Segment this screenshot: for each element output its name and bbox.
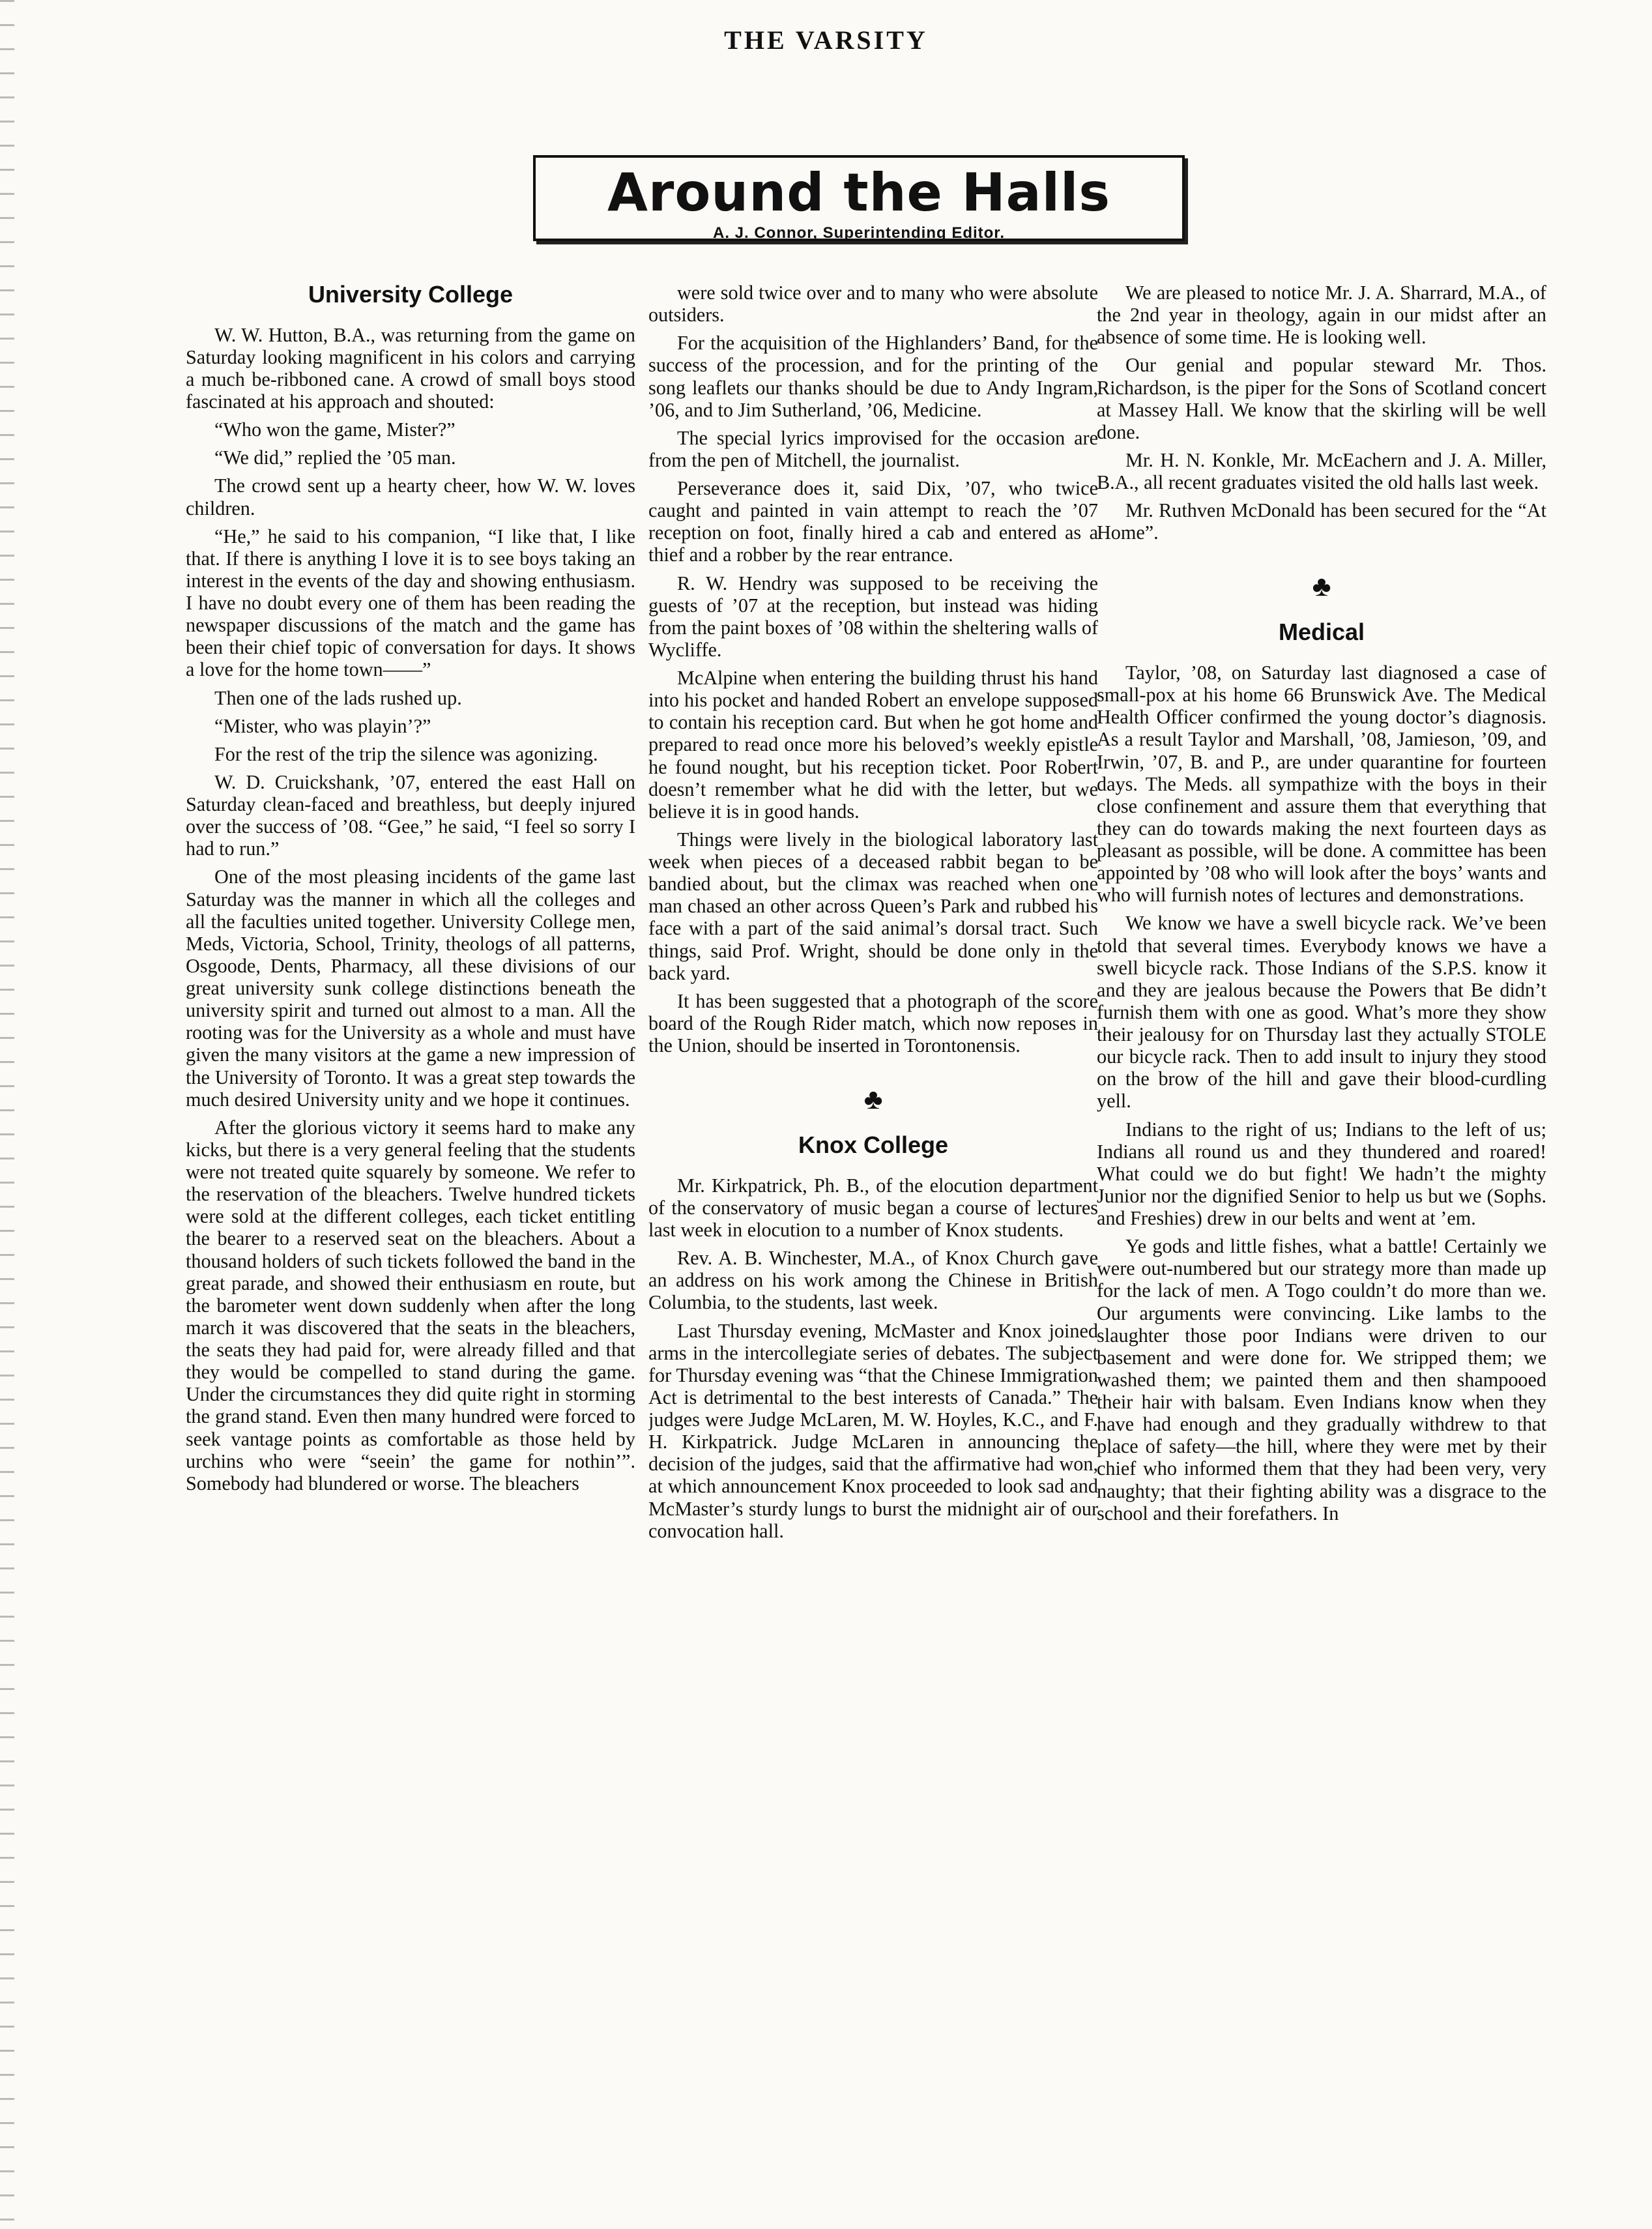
heading-medical: Medical [1278,619,1365,646]
paragraph: Taylor, ’08, on Saturday last diagnosed a case of small-pox at his home 66 Brunswick Ave. The Medical Health Officer confirmed the young doctor’s diagnosis. As a result Taylor and Marshall, ’08, Jamieson, ’09, and Irwin, ’07, B. and P., are under quarantine for fourteen days. The Meds. all sympathize with the boys in their close confinement and assure them that everything that they can do towards making the next fourteen days as pleasant as possible, will be done. A committee has been appointed by ’08 who will look after the boys’ wants and who will furnish notes of lectures and demonstrations. [1097,662,1546,907]
paragraph: Our genial and popular steward Mr. Thos. Richardson, is the piper for the Sons of Scotland concert at Massey Hall. We know that the skirling will be well done. [1097,354,1546,443]
club-ornament-icon: ♣ [1312,570,1331,603]
heading-university-college: University College [308,282,514,308]
paragraph: were sold twice over and to many who were absolute outsiders. [648,282,1098,327]
page-edge-shadow [0,0,14,2229]
paragraph: The crowd sent up a hearty cheer, how W. W. loves children. [186,474,635,519]
paragraph: Then one of the lads rushed up. [214,686,462,709]
paragraph: Mr. H. N. Konkle, Mr. McEachern and J. A. Miller, B.A., all recent graduates visited the old halls last week. [1097,448,1546,493]
paragraph: “We did,” replied the ’05 man. [214,446,456,469]
col3-body-top [1097,282,1546,544]
paragraph: We know we have a swell bicycle rack. We’ve been told that several times. Everybody knows we have a swell bicycle rack. Those Indians of the S.P.S. know it and they are jealous because the Powers that Be didn’t furnish them with one as good. What’s more they show their jealousy for on Thursday last they actually STOLE our bicycle rack. Then to add insult to injury they stood on the brow of the hill and gave their blood-curdling yell. [1097,912,1546,1113]
paragraph: Things were lively in the biological laboratory last week when pieces of a deceased rabbit began to be bandied about, but the climax was reached when one man chased an other across Queen’s Park and rubbed his face with a part of the said animal’s dorsal tract. Such things, said Prof. Wright, should be done only in the back yard. [648,828,1098,984]
paragraph: “Who won the game, Mister?” [214,418,456,441]
paragraph: McAlpine when entering the building thrust his hand into his pocket and handed Robert an envelope supposed to contain his reception card. But when he got home and prepared to read once more his beloved’s weekly epistle he found nought, but his reception ticket. Poor Robert doesn’t remember what he did with the letter, but we believe it is in good hands. [648,667,1098,823]
paragraph: “He,” he said to his companion, “I like that, I like that. If there is anything I love it is to see boys taking an interest in the events of the day and showing enthusiasm. I have no doubt every one of them has been reading the newspaper discussions of the match and the game has been their chief topic of conversation for days. It shows a love for the home town——” [186,525,635,681]
running-title: THE VARSITY [724,25,928,55]
section-title-box [533,155,1185,241]
paragraph: One of the most pleasing incidents of the game last Saturday was the manner in which all the colleges and all the faculties united together. University College men, Meds, Victoria, School, Trinity, theologs of all patterns, Osgoode, Dents, Pharmacy, all these divisions of our great university sunk college distinctions beneath the university spirit and turned out almost to a man. All the rooting was for the University as a whole and must have given the many visitors at the game a new impression of the University of Toronto. It was a great step towards the much desired University unity and we hope it continues. [186,866,635,1111]
paragraph: Perseverance does it, said Dix, ’07, who twice caught and painted in vain attempt to reach the ’07 reception on foot, finally hired a cab and entered as a thief and a robber by the rear entrance. [648,477,1098,566]
section-subtitle: A. J. Connor, Superintending Editor. [712,224,1005,242]
paragraph: W. W. Hutton, B.A., was returning from the game on Saturday looking magnificent in his colors and carrying a much be-ribboned cane. A crowd of small boys stood fascinated at his approach and shouted: [186,323,635,413]
paragraph: Ye gods and little fishes, what a battle! Certainly we were out-numbered but our strategy more than made up for the lack of men. A Togo couldn’t do more than we. Our arguments were convincing. Like lambs to the slaughter those poor Indians were driven to our basement and were done for. We stripped them; we washed them; we painted them and then shampooed their hair with balsam. Even Indians know when they have had enough and they gradually withdrew to that place of safety—the hill, where they were met by their chief who informed them that they had been very, very naughty; that their fighting ability was a disgrace to the school and their forefathers. In [1097,1235,1546,1524]
col3-body-bottom [1097,662,1546,1524]
paragraph: For the rest of the trip the silence was agonizing. [214,742,598,765]
paragraph: Last Thursday evening, McMaster and Knox joined arms in the intercollegiate series of debates. The subject for Thursday evening was “that the Chinese Immigration Act is detrimental to the best interests of Canada.” The judges were Judge McLaren, M. W. Hoyles, K.C., and F. H. Kirkpatrick. Judge McLaren in announcing the decision of the judges, said that the affirmative had won, at which announcement Knox proceeded to look sad and McMaster’s sturdy lungs to burst the midnight air of our convocation hall. [648,1319,1098,1542]
paragraph: It has been suggested that a photograph of the score board of the Rough Rider match, which now reposes in the Union, should be inserted in Torontonensis. [648,989,1098,1056]
column-2 [648,282,1098,2080]
paragraph: For the acquisition of the Highlanders’ Band, for the success of the procession, and for the printing of the song leaflets our thanks should be due to Andy Ingram, ’06, and to Jim Sutherland, ’06, Medicine. [648,332,1098,421]
col1-body [186,324,635,1494]
col2-body-top [648,282,1098,1056]
heading-knox-college: Knox College [798,1131,949,1159]
paragraph: R. W. Hendry was supposed to be receiving the guests of ’07 at the reception, but instead was hiding from the paint boxes of ’08 within the sheltering walls of Wycliffe. [648,572,1098,661]
paragraph: After the glorious victory it seems hard to make any kicks, but there is a very general feeling that the students were not treated quite squarely by someone. We refer to the reservation of the bleachers. Twelve hundred tickets were sold at the different colleges, each ticket entitling the bearer to a reserved seat on the bleachers. About a thousand holders of such tickets followed the band in the great parade, and showed their enthusiasm en route, but the barometer went down suddenly when after the long march it was discovered that the seats in the bleachers, the seats they had paid for, were already filled and that they would be compelled to stand during the game. Under the circumstances they did quite right in storming the grand stand. Even then many hundred were forced to seek vantage points as comfortable as those held by urchins who were “seein’ the game for nothin’”. Somebody had blundered or worse. The bleachers [186,1116,635,1494]
section-title: Around the Halls [607,162,1111,223]
column-1 [186,282,635,2080]
paragraph: W. D. Cruickshank, ’07, entered the east Hall on Saturday clean-faced and breathless, but deeply injured over the success of ’08. “Gee,” he said, “I feel so sorry I had to run.” [186,770,635,860]
paragraph: “Mister, who was playin’?” [214,714,431,737]
paragraph: Rev. A. B. Winchester, M.A., of Knox Church gave an address on his work among the Chinese in British Columbia, to the students, last week. [648,1247,1098,1314]
paragraph: Mr. Kirkpatrick, Ph. B., of the elocution department of the conservatory of music began a course of lectures last week in elocution to a number of Knox students. [648,1174,1098,1242]
club-ornament-icon: ♣ [863,1083,883,1116]
paragraph: The special lyrics improvised for the occasion are from the pen of Mitchell, the journalist. [648,426,1098,471]
column-3 [1097,282,1546,2080]
col2-body-bottom [648,1174,1098,1542]
paragraph: Mr. Ruthven McDonald has been secured for the “At Home”. [1097,499,1546,544]
paragraph: We are pleased to notice Mr. J. A. Sharrard, M.A., of the 2nd year in theology, again in our midst after an absence of some time. He is looking well. [1097,282,1546,349]
paragraph: Indians to the right of us; Indians to the left of us; Indians all round us and they thundered and roared! What could we do but fight! We hadn’t the mighty Junior nor the dignified Senior to help us but we (Sophs. and Freshies) drew in our belts and went at ’em. [1097,1118,1546,1230]
